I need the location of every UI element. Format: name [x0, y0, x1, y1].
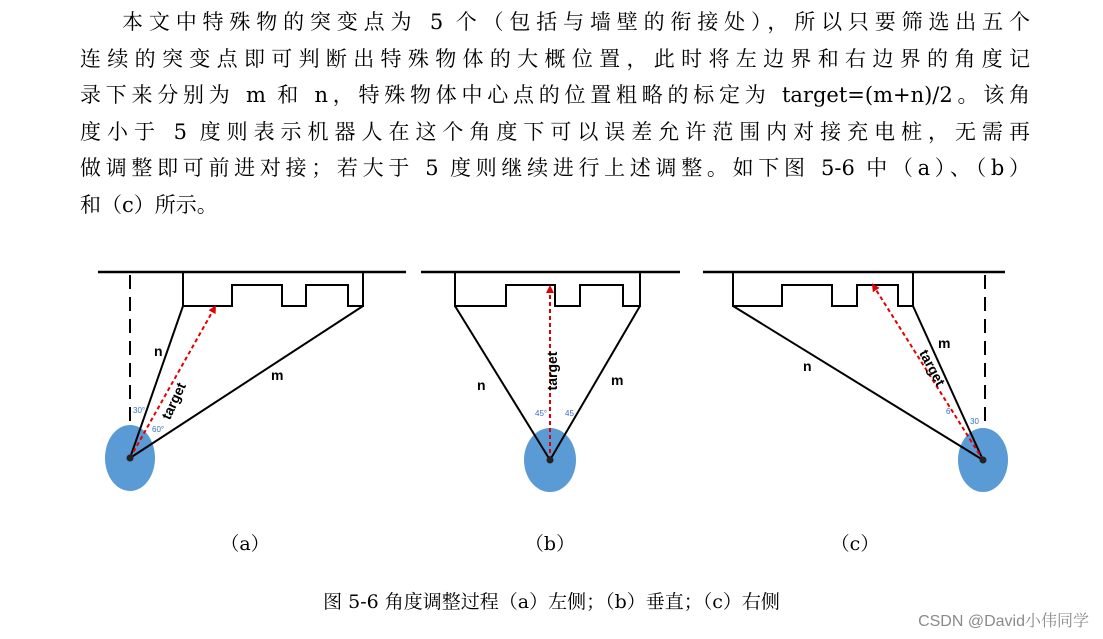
target-label: target: [157, 379, 189, 422]
robot-center-dot: [980, 457, 987, 464]
robot-center-dot: [547, 457, 554, 464]
panel-sublabel: （c）: [830, 533, 880, 555]
angle-label: 30: [970, 417, 979, 426]
paragraph-line: 本文中特殊物的突变点为 5 个（包括与墙壁的衔接处），所以只要筛选出五个: [122, 10, 1030, 34]
boundary-m-line: [913, 306, 983, 460]
robot-center-dot: [127, 455, 134, 462]
panel-sublabel: （b）: [524, 533, 576, 555]
angle-label: 45°: [535, 409, 548, 418]
m-label: m: [611, 372, 624, 388]
watermark: CSDN @David小伟同学: [918, 613, 1089, 630]
paragraph-line: 连续的突变点即可判断出特殊物体的大概位置，此时将左边界和右边界的角度记: [80, 46, 1030, 71]
angle-label: 60°: [152, 425, 165, 434]
paragraph-line: 做调整即可前进对接；若大于 5 度则继续进行上述调整。如下图 5-6 中（a）、（b）: [80, 156, 1030, 180]
angle-label: 30°: [133, 406, 146, 415]
n-label: n: [477, 377, 486, 393]
n-label: n: [803, 358, 812, 374]
boundary-n-line: [455, 306, 550, 460]
panel-c: [703, 272, 1008, 555]
figure-caption: 图 5-6 角度调整过程（a）左侧；（b）垂直；（c）右侧: [323, 591, 780, 613]
body-paragraph: [80, 4, 1030, 223]
target-label: target: [544, 351, 560, 391]
m-label: m: [271, 367, 284, 383]
charging-pile-outline: [183, 272, 363, 306]
panel-sublabel: （a）: [220, 533, 270, 555]
angle-label: 45: [565, 409, 574, 418]
boundary-m-line: [550, 306, 640, 460]
paragraph-line: 和（c）所示。: [80, 192, 218, 217]
target-label: target: [916, 346, 949, 389]
angle-label: 6: [946, 407, 951, 416]
boundary-n-line: [733, 306, 983, 460]
panel-a: [98, 272, 406, 555]
figure-5-6: [0, 255, 1103, 575]
m-label: m: [938, 335, 951, 351]
boundary-m-line: [130, 306, 363, 458]
charging-pile-outline: [455, 272, 640, 306]
panel-b: [421, 272, 680, 555]
n-label: n: [154, 343, 163, 359]
charging-pile-outline: [733, 272, 913, 306]
paragraph-line: 录下来分别为 m 和 n，特殊物体中心点的位置粗略的标定为 target=(m+n)/2。该角: [80, 83, 1030, 107]
paragraph-line: 度小于 5 度则表示机器人在这个角度下可以误差允许范围内对接充电桩，无需再: [80, 119, 1030, 144]
